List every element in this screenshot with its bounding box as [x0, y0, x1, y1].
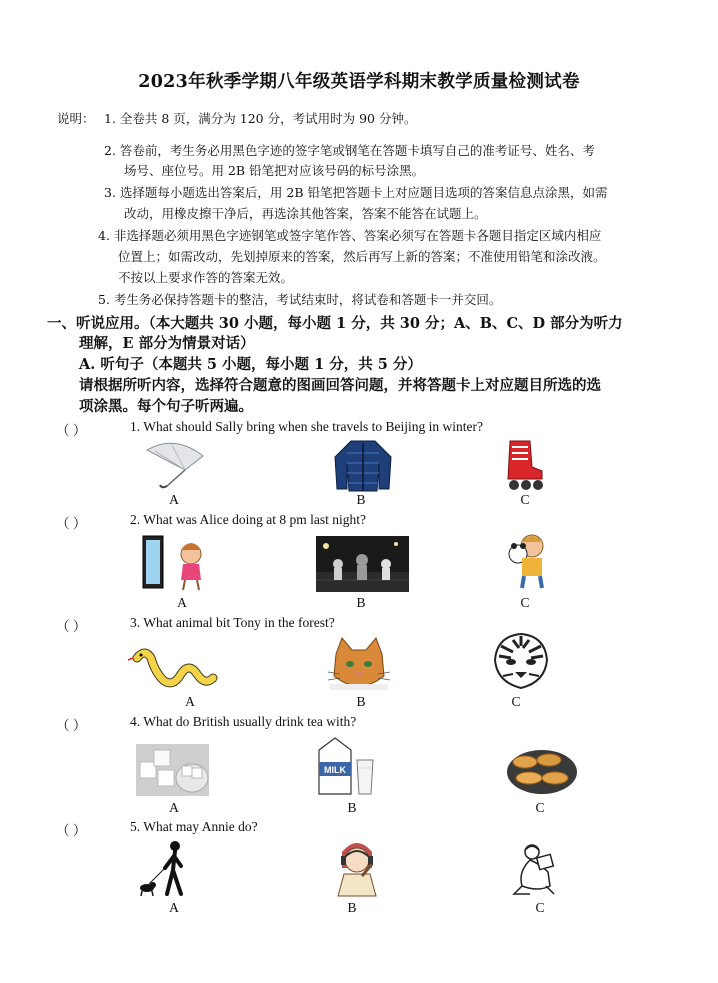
instruction-line: 5. 考生务必保持答题卡的整洁，考试结束时，将试卷和答题卡一并交回。: [98, 292, 502, 307]
instruction-line: 3. 选择题每小题选出答案后，用 2B 铅笔把答题卡上对应题目选项的答案信息点涂黑，如需: [104, 185, 608, 200]
section-heading: 一、听说应用。（本大题共 30 小题，每小题 1 分，共 30 分；A、B、C、D 部分为听力: [47, 315, 623, 332]
umbrella-icon: [145, 440, 205, 490]
boy-with-panda-icon: [506, 532, 550, 590]
instructions-label: 说明：: [57, 111, 95, 126]
question-text: 3. What animal bit Tony in the forest?: [130, 615, 335, 630]
sugar-cubes-icon: [136, 744, 209, 796]
tiger-icon: [493, 632, 549, 690]
svg-text:MILK: MILK: [324, 765, 346, 775]
instruction-line: 不按以上要求作答的答案无效。: [118, 270, 294, 285]
cat-icon: [330, 638, 388, 690]
answer-bracket[interactable]: （ ）: [56, 718, 87, 733]
exam-title: 2023年秋季学期八年级英语学科期末教学质量检测试卷: [138, 72, 580, 92]
jacket-icon: [333, 437, 393, 493]
snake-icon: [131, 644, 217, 690]
section-heading-cont: 理解，E 部分为情景对话）: [79, 335, 255, 352]
question-text: 2. What was Alice doing at 8 pm last night?: [130, 512, 366, 527]
option-c-label: C: [520, 492, 530, 507]
option-a-label: A: [169, 900, 179, 915]
instruction-line: 2. 答卷前，考生务必用黑色字迹的签字笔或钢笔在答题卡填写自己的准考证号、姓名、考: [104, 143, 595, 158]
option-a-label: A: [185, 694, 195, 709]
directions: 请根据所听内容，选择符合题意的图画回答问题，并将答题卡上对应题目所选的选: [79, 377, 601, 394]
answer-bracket[interactable]: （ ）: [56, 823, 87, 838]
option-c-label: C: [520, 595, 530, 610]
option-a-label: A: [177, 595, 187, 610]
walking-dog-icon: [137, 840, 193, 898]
instruction-line: 位置上；如需改动，先划掉原来的答案，然后再写上新的答案；不准使用铅笔和涂改液。: [118, 249, 606, 264]
option-b-label: B: [347, 800, 357, 815]
question-text: 1. What should Sally bring when she travels to Beijing in winter?: [130, 419, 483, 434]
instruction-line: 场号、座位号。用 2B 铅笔把对应该号码的标号涂黑。: [124, 163, 425, 178]
option-a-label: A: [169, 800, 179, 815]
answer-bracket[interactable]: （ ）: [56, 619, 87, 634]
answer-bracket[interactable]: （ ）: [56, 423, 87, 438]
question-text: 4. What do British usually drink tea with?: [130, 714, 357, 729]
chess-board-icon: [316, 536, 409, 592]
biscuits-icon: [507, 746, 577, 794]
option-b-label: B: [356, 694, 366, 709]
option-c-label: C: [535, 900, 545, 915]
directions-cont: 项涂黑。每个句子听两遍。: [79, 398, 253, 415]
option-b-label: B: [356, 492, 366, 507]
reading-girl-icon: [508, 842, 560, 898]
option-b-label: B: [356, 595, 366, 610]
girl-with-headphones-icon: [332, 838, 382, 898]
instruction-line: 1. 全卷共 8 页，满分为 120 分，考试用时为 90 分钟。: [104, 111, 417, 126]
roller-skate-icon: [502, 437, 548, 491]
option-b-label: B: [347, 900, 357, 915]
instruction-line: 改动，用橡皮擦干净后，再选涂其他答案，答案不能答在试题上。: [124, 206, 487, 221]
girl-watching-tv-icon: [141, 534, 211, 592]
instruction-line: 4. 非选择题必须用黑色字迹钢笔或签字笔作答、答案必须写在答题卡各题目指定区域内相应: [98, 228, 602, 243]
option-c-label: C: [511, 694, 521, 709]
question-text: 5. What may Annie do?: [130, 819, 258, 834]
milk-carton-icon: [315, 736, 377, 796]
option-c-label: C: [535, 800, 545, 815]
answer-bracket[interactable]: （ ）: [56, 516, 87, 531]
option-a-label: A: [169, 492, 179, 507]
part-a-heading: A. 听句子（本题共 5 小题，每小题 1 分，共 5 分）: [79, 356, 422, 373]
